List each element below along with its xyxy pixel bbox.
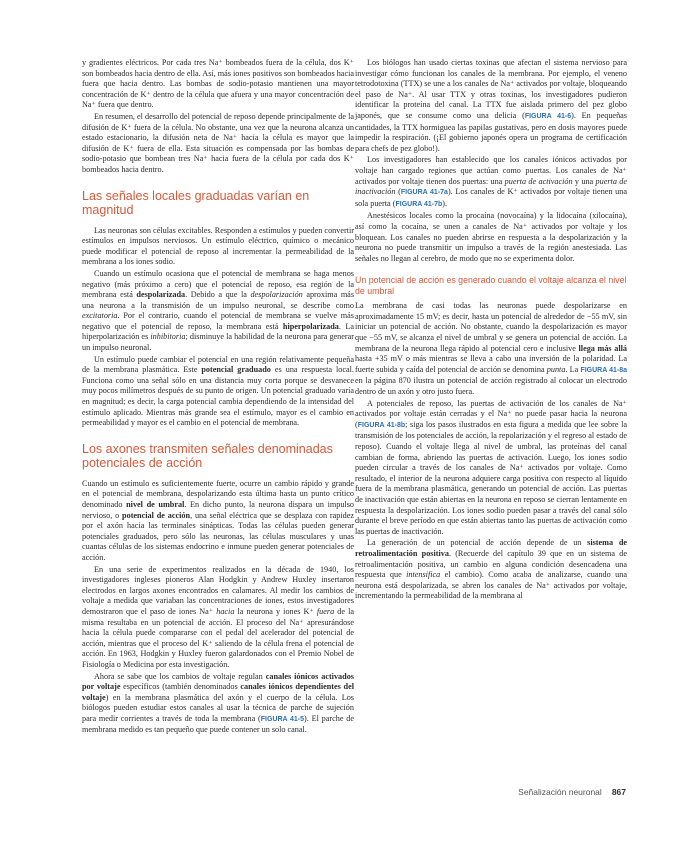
paragraph-nivel-umbral: Cuando un estímulo es suficientemente fuerte, ocurre un cambio rápido y grande en el potencial de membrana, despolarizando esta última hasta un punto crítico denominado nivel de umbral. En dicho punto, la neurona dispara un impulso nervioso, o potencial de acción, una señal eléctrica que se desplaza con rapidez por el axón hacia las terminales sinápticas. Todas las células pueden generar potenciales graduados, pero sólo las neuronas, las células musculares y unas cuantas células de los sistemas endocrino e inmune pueden generar potenciales de acción. [82,478,355,562]
page-footer [460,787,626,797]
paragraph-canales-ionicos: Ahora se sabe que los cambios de voltaje regulan canales iónicos activados por voltaje específicos (también denominados canales iónicos dependientes del voltaje) en la membrana plasmática del axón y el cuerpo de la célula. Los biólogos pueden estudiar estos canales al usar la técnica de parche de sujeción para medir corrientes a través de toda la membrana (FIGURA 41-5). El parche de membrana medido es tan pequeño que puede contener un solo canal. [82,671,355,735]
paragraph-hodgkin-huxley: En una serie de experimentos realizados en la década de 1940, los investigadores ingleses pioneros Alan Hodgkin y Andrew Huxley insertaron electrodos en largos axones encontrados en calamares. Al medir los cambios de voltaje a medida que variaban las concentraciones de iones, estos investigadores demostraron que el paso de iones Na⁺ hacia la neurona y iones K⁺ fuera de la misma resultaba en un potencial de acción. El proceso del Na⁺ apresurándose hacia la célula puede compararse con el pedal del acelerador del potencial de acción, mientras que el proceso del K⁺ saliendo de la célula frena el potencial de acción. En 1963, Hodgkin y Huxley fueron galardonados con el Premio Nobel de Fisiología o Medicina por esta investigación. [82,564,355,669]
paragraph-umbral: La membrana de casi todas las neuronas puede despolarizarse en aproximadamente 15 mV; es decir, hasta un potencial de alrededor de −55 mV, sin iniciar un potencial de acción. No obstante, cuando la despolarización es mayor que −55 mV, se alcanza el nivel de umbral y se genera un potencial de acción. La membrana de la neurona llega rápido al potencial cero e inclusive llega más allá hasta +35 mV o más mientras se lleva a cabo una inversión de la polaridad. La fuerte subida y caída del potencial de acción se denomina punta. La FIGURA 41-8a en la página 870 ilustra un potencial de acción registrado al colocar un electrodo dentro de un axón y otro justo fuera. [355,301,627,397]
figure-reference[interactable]: FIGURA 41-7a [400,189,448,197]
paragraph-anestesicos: Anestésicos locales como la procaína (novocaína) y la lidocaína (xilocaína), así como la cocaína, se unen a canales de Na⁺ activados por voltaje y los bloquean. Los canales no pueden abrirse en respuesta a la despolarización y la neurona no puede transmitir un impulso a través de la región anestesiada. Las señales no llegan al cerebro, de modo que no se experimenta dolor. [355,211,627,263]
subheading-potencial-accion: Un potencial de acción es generado cuando el voltaje alcanza el nivel de umbral [355,275,627,297]
figure-reference[interactable]: FIGURA 41-6 [524,112,572,120]
figure-reference[interactable]: FIGURA 41-5 [260,715,305,723]
figure-reference[interactable]: FIGURA 41-8a [580,366,627,374]
footer-section-title: Señalización neuronal [518,787,602,797]
left-column [82,58,354,737]
paragraph-retroalimentacion: La generación de un potencial de acción depende de un sistema de retroalimentación positiva. (Recuerde del capítulo 39 que en un sistema de retroalimentación positiva, un cambio en alguna condición desencadena una respuesta que intensifica el cambio). Como acaba de analizarse, cuando una neurona está despolarizada, se abren los canales de Na⁺ activados por voltaje, incrementando la permeabilidad de la membrana al [355,538,628,601]
figure-reference[interactable]: FIGURA 41-8b [357,421,406,429]
heading-senales-locales: Las señales locales graduadas varían en magnitud [82,188,310,218]
page-number: 867 [611,787,626,797]
paragraph-toxinas: Los biólogos han usado ciertas toxinas que afectan el sistema nervioso para investigar cómo funcionan los canales de la membrana. Por ejemplo, el veneno tetrodotoxina (TTX) se une a los canales de Na⁺ activados por voltaje, bloqueando el paso de Na⁺. Al usar TTX y otras toxinas, los investigadores pudieron identificar la proteína del canal. La TTX fue aislada primero del pez globo japonés, que se consume como una delicia (FIGURA 41-6). En pequeñas cantidades, la TTX hormiguea las papilas gustativas, pero en dosis mayores puede impedir la respiración. (¡El gobierno japonés opera un programa de certificación para chefs de pez globo!). [355,58,627,153]
paragraph-potencial-graduado: Un estímulo puede cambiar el potencial en una región relativamente pequeña de la membrana plasmática. Este potencial graduado es una respuesta local. Funciona como una señal sólo en una distancia muy corta porque se desvanece muy pocos milímetros después de su punto de origen. Un potencial graduado varía en magnitud; es decir, la carga potencial cambia dependiendo de la intensidad del estímulo aplicado. Mientras más grande sea el estímulo, mayor es el cambio en permeabilidad y mayor es el cambio en el potencial de membrana. [82,354,354,428]
paragraph-resumen: En resumen, el desarrollo del potencial de reposo depende principalmente de la difusión de K⁺ fuera de la célula. No obstante, una vez que la neurona alcanza un estado estacionario, la difusión neta de Na⁺ hacia la célula es mayor que la difusión de K⁺ fuera de ella. Esta situación es compensada por las bombas de sodio-potasio que bombean tres Na⁺ hacia fuera de la célula por cada dos K⁺ bombeados hacia dentro. [82,111,354,174]
paragraph-compuertas: Los investigadores han establecido que los canales iónicos activados por voltaje han cargado regiones que actúan como puertas. Los canales de Na⁺ activados por voltaje tienen dos puertas: una puerta de activación y una puerta de inactivación (FIGURA 41-7a). Los canales de K⁺ activados por voltaje tienen una sola puerta (FIGURA 41-7b). [355,155,628,208]
paragraph-intro: y gradientes eléctricos. Por cada tres Na⁺ bombeados fuera de la célula, dos K⁺ son bombeados hacia dentro de ella. Así, más iones positivos son bombeados hacia fuera que hacia dentro. Las bombas de sodio-potasio mantienen una mayor concentración de K⁺ dentro de la célula que afuera y una mayor concentración de Na⁺ fuera que dentro. [82,58,354,110]
paragraph-despolarizacion: Cuando un estímulo ocasiona que el potencial de membrana se haga menos negativo (más próximo a cero) que el potencial de reposo, esa región de la membrana está despolarizada. Debido a que la despolarización aproxima más una neurona a la transmisión de un impulso neuronal, se describe como excitatoria. Por el contrario, cuando el potencial de membrana se vuelve más negativo que el potencial de reposo, la membrana está hiperpolarizada. La hiperpolarización es inhibitoria; disminuye la habilidad de la neurona para generar un impulso neuronal. [82,268,355,353]
right-column [355,58,627,603]
figure-reference[interactable]: FIGURA 41-7b [395,200,443,208]
paragraph-excitables: Las neuronas son células excitables. Responden a estímulos y pueden convertir estímulos en impulsos nerviosos. Un estímulo eléctrico, químico o mecánico puede modificar el potencial de reposo al incrementar la permeabilidad de la membrana a los iones sodio. [82,225,354,267]
heading-axones: Los axones transmiten señales denominadas potenciales de acción [82,441,333,471]
paragraph-secuencia: A potenciales de reposo, las puertas de activación de los canales de Na⁺ activados por voltaje están cerradas y el Na⁺ no puede pasar hacia la neurona (FIGURA 41-8b; siga los pasos ilustrados en esta figura a medida que lee sobre la transmisión de los potenciales de acción, la repolarización y el regreso al estado de reposo). Cuando el voltaje llega al nivel de umbral, las proteínas del canal cambian de forma, abriendo las puertas de activación. Luego, los iones sodio pueden circular a través de los canales de Na⁺ activados por voltaje. Como resultado, el interior de la neurona adquiere carga positiva con respecto al líquido fuera de la membrana plasmática, generando un potencial de acción. Las puertas de inactivación que están abiertas en la neurona en reposo se cierran lentamente en respuesta la despolarización. Los iones sodio pueden pasar a través del canal sólo durante el breve período en que están abiertas tanto las puertas de activación como las puertas de inactivación. [355,398,628,536]
